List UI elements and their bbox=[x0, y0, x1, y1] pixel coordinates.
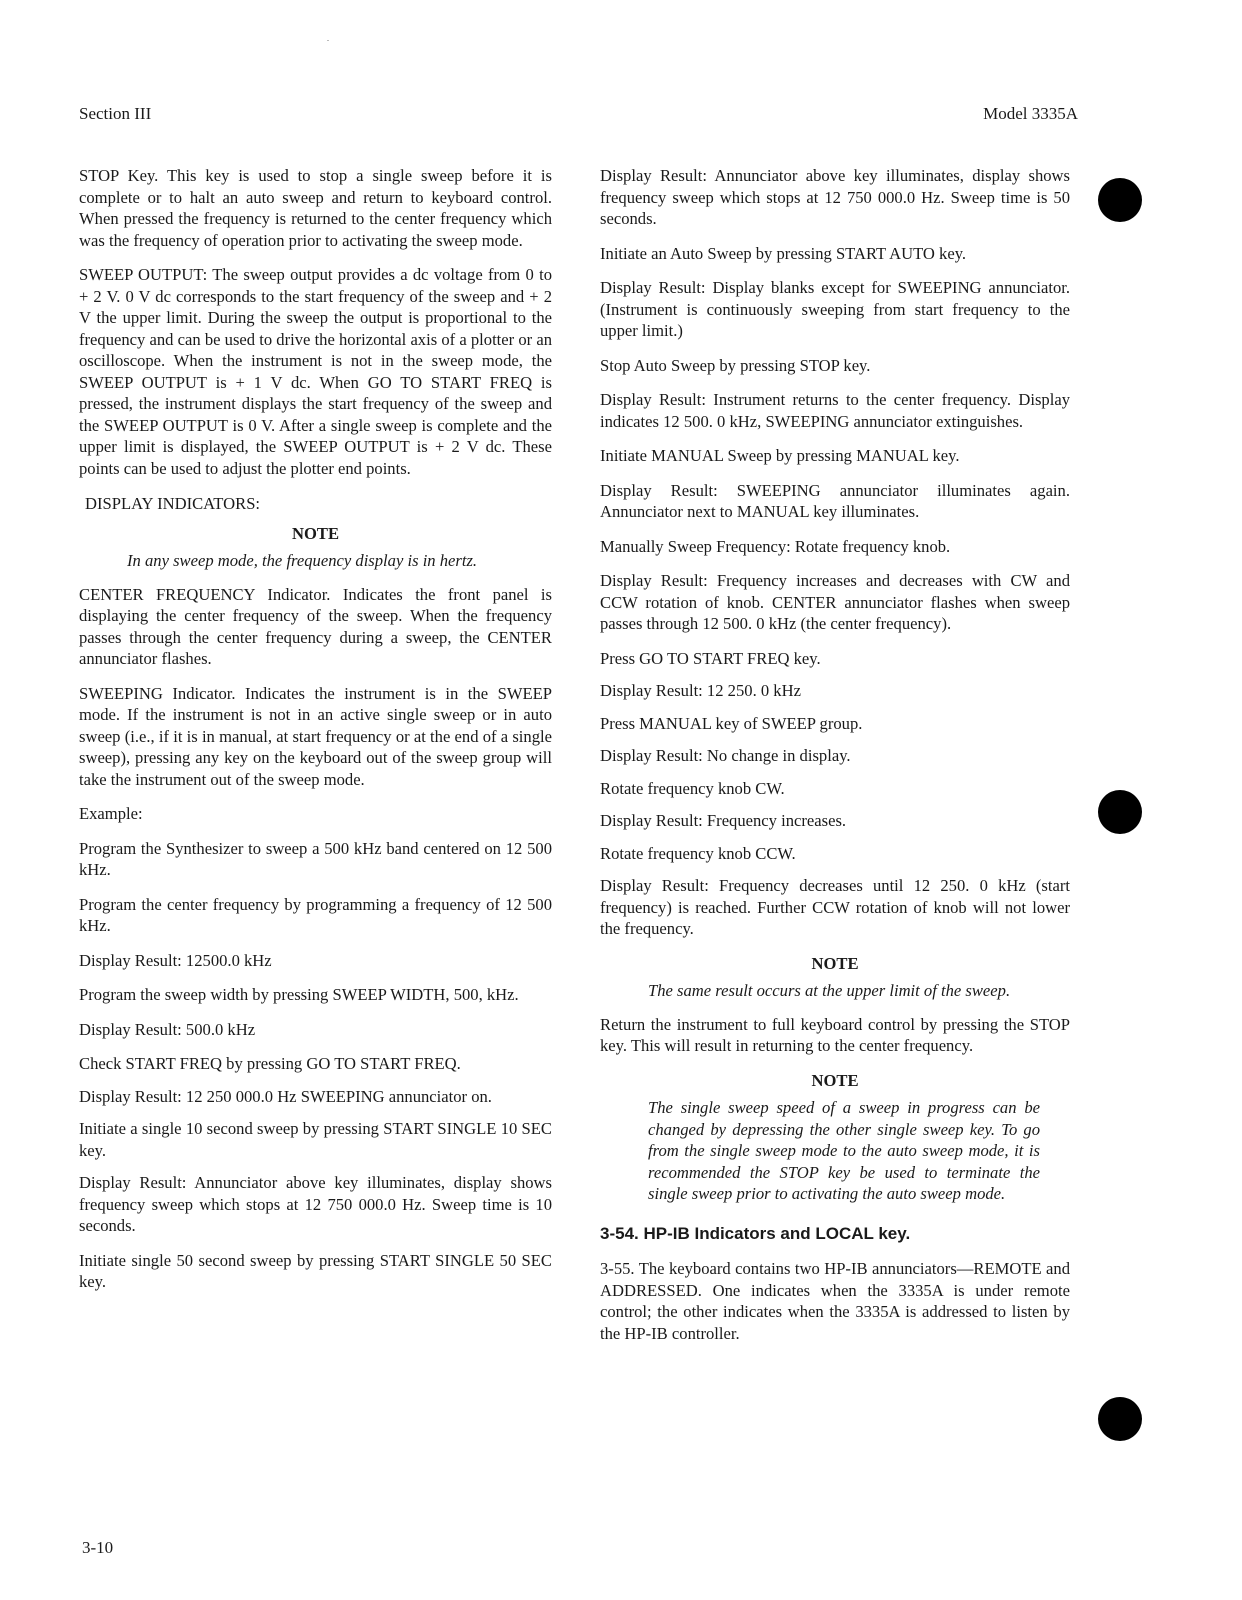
example-label: Example: bbox=[79, 804, 143, 823]
display-result: Display Result: Annunciator above key illuminates, display shows frequency sweep which stops at 12 750 000.0 Hz. Sweep time is 50 seconds. bbox=[600, 166, 1070, 228]
display-result: Display Result: Annunciator above key illuminates, display shows frequency sweep which stops at 12 750 000.0 Hz. Sweep time is 10 seconds. bbox=[79, 1173, 552, 1235]
display-result: Display Result: No change in display. bbox=[600, 746, 851, 765]
example-step: Press MANUAL key of SWEEP group. bbox=[600, 713, 863, 733]
note-body: The single sweep speed of a sweep in progress can be changed by depressing the other single sweep key. To go from the single sweep mode to the auto sweep mode, it is recommended the STOP key be used to terminate the single sweep prior to activating the auto sweep mode. bbox=[648, 1098, 1040, 1203]
example-step: Rotate frequency knob CCW. bbox=[600, 843, 796, 863]
note-title: NOTE bbox=[291, 523, 340, 543]
model-label: Model 3335A bbox=[983, 104, 1078, 123]
binder-hole bbox=[1098, 1397, 1142, 1441]
binder-hole bbox=[1098, 178, 1142, 222]
example-step: Program the Synthesizer to sweep a 500 kHz band centered on 12 500 kHz. bbox=[79, 838, 552, 879]
page-number: 3-10 bbox=[82, 1538, 114, 1557]
display-result: Display Result: SWEEPING annunciator illuminates again. Annunciator next to MANUAL key illuminates. bbox=[600, 480, 1070, 521]
note-title: NOTE bbox=[811, 953, 859, 973]
display-result: Display Result: Instrument returns to the center frequency. Display indicates 12 500. 0 kHz, SWEEPING annunciator extinguishes. bbox=[600, 390, 1070, 431]
sweep-output-paragraph: SWEEP OUTPUT: The sweep output provides a dc voltage from 0 to + 2 V. 0 V dc corresponds to the start frequency of the sweep and + 2 V the upper limit. During the sweep the output is proportional to the frequency and can be used to drive the horizontal axis of a plotter or an oscilloscope. When the instrument is not in the sweep mode, the SWEEP OUTPUT is + 1 V dc. When GO TO START FREQ is pressed, the instrument displays the start frequency of the sweep and the SWEEP OUTPUT is 0 V. After a single sweep is complete and the upper limit is displayed, the SWEEP OUTPUT is + 2 V dc. These points can be used to adjust the plotter end points. bbox=[79, 265, 552, 478]
note-body: In any sweep mode, the frequency display is in hertz. bbox=[127, 551, 478, 570]
note-body: The same result occurs at the upper limit of the sweep. bbox=[648, 981, 1011, 1000]
section-heading: 3-54. HP-IB Indicators and LOCAL key. bbox=[600, 1223, 911, 1243]
display-result: Display Result: Frequency decreases until 12 250. 0 kHz (start frequency) is reached. Further CCW rotation of knob will not lower the frequency. bbox=[600, 876, 1070, 938]
stop-key-paragraph: STOP Key. This key is used to stop a single sweep before it is complete or to halt an auto sweep and return to keyboard control. When pressed the frequency is returned to the center frequency which was the frequency of operation prior to activating the sweep mode. bbox=[79, 166, 552, 250]
example-step: Press GO TO START FREQ key. bbox=[600, 648, 821, 668]
example-step: Initiate MANUAL Sweep by pressing MANUAL key. bbox=[600, 446, 960, 465]
example-step: Initiate an Auto Sweep by pressing START AUTO key. bbox=[600, 243, 967, 263]
example-step: Initiate single 50 second sweep by pressing START SINGLE 50 SEC key. bbox=[79, 1250, 552, 1291]
example-step: Stop Auto Sweep by pressing STOP key. bbox=[600, 355, 871, 375]
display-result: Display Result: Display blanks except for SWEEPING annunciator. (Instrument is continuously sweeping from start frequency to the upper limit.) bbox=[600, 278, 1070, 340]
example-step: Program the sweep width by pressing SWEEP WIDTH, 500, kHz. bbox=[79, 985, 519, 1004]
sweeping-indicator-paragraph: SWEEPING Indicator. Indicates the instrument is in the SWEEP mode. If the instrument is not in an active single sweep or in auto sweep (i.e., if it is in manual, at start frequency or at the end of a single sweep), pressing any key on the keyboard out of the sweep group will take the instrument out of the sweep mode. bbox=[79, 683, 552, 789]
scan-mark bbox=[327, 40, 329, 41]
display-indicators-heading: DISPLAY INDICATORS: bbox=[85, 494, 261, 513]
example-step: Manually Sweep Frequency: Rotate frequency knob. bbox=[600, 536, 951, 556]
right-column bbox=[600, 165, 1070, 1357]
hpib-paragraph: 3-55. The keyboard contains two HP-IB annunciators—REMOTE and ADDRESSED. One indicates when the 3335A is under remote control; the other indicates when the 3335A is addressed to listen by the HP-IB controller. bbox=[600, 1259, 1070, 1343]
left-column bbox=[79, 165, 552, 1306]
binder-hole bbox=[1098, 790, 1142, 834]
display-result: Display Result: 12 250 000.0 Hz SWEEPING annunciator on. bbox=[79, 1086, 492, 1106]
note-title: NOTE bbox=[811, 1070, 859, 1090]
example-step: Initiate a single 10 second sweep by pressing START SINGLE 10 SEC key. bbox=[79, 1119, 552, 1160]
center-frequency-paragraph: CENTER FREQUENCY Indicator. Indicates the front panel is displaying the center frequency of the sweep. When the frequency passes through the center frequency during a sweep, the CENTER annunciator flashes. bbox=[79, 584, 552, 668]
display-result: Display Result: 12500.0 kHz bbox=[79, 950, 272, 970]
section-label: Section III bbox=[79, 104, 152, 123]
display-result: Display Result: 12 250. 0 kHz bbox=[600, 681, 801, 700]
display-result: Display Result: Frequency increases. bbox=[600, 811, 847, 830]
display-result: Display Result: 500.0 kHz bbox=[79, 1019, 256, 1039]
return-control-paragraph: Return the instrument to full keyboard control by pressing the STOP key. This will result in returning to the center frequency. bbox=[600, 1014, 1070, 1055]
example-step: Program the center frequency by programming a frequency of 12 500 kHz. bbox=[79, 894, 552, 935]
example-step: Rotate frequency knob CW. bbox=[600, 778, 785, 798]
example-step: Check START FREQ by pressing GO TO START FREQ. bbox=[79, 1054, 461, 1073]
display-result: Display Result: Frequency increases and decreases with CW and CCW rotation of knob. CENTER annunciator flashes when sweep passes through 12 500. 0 kHz (the center frequency). bbox=[600, 571, 1070, 633]
